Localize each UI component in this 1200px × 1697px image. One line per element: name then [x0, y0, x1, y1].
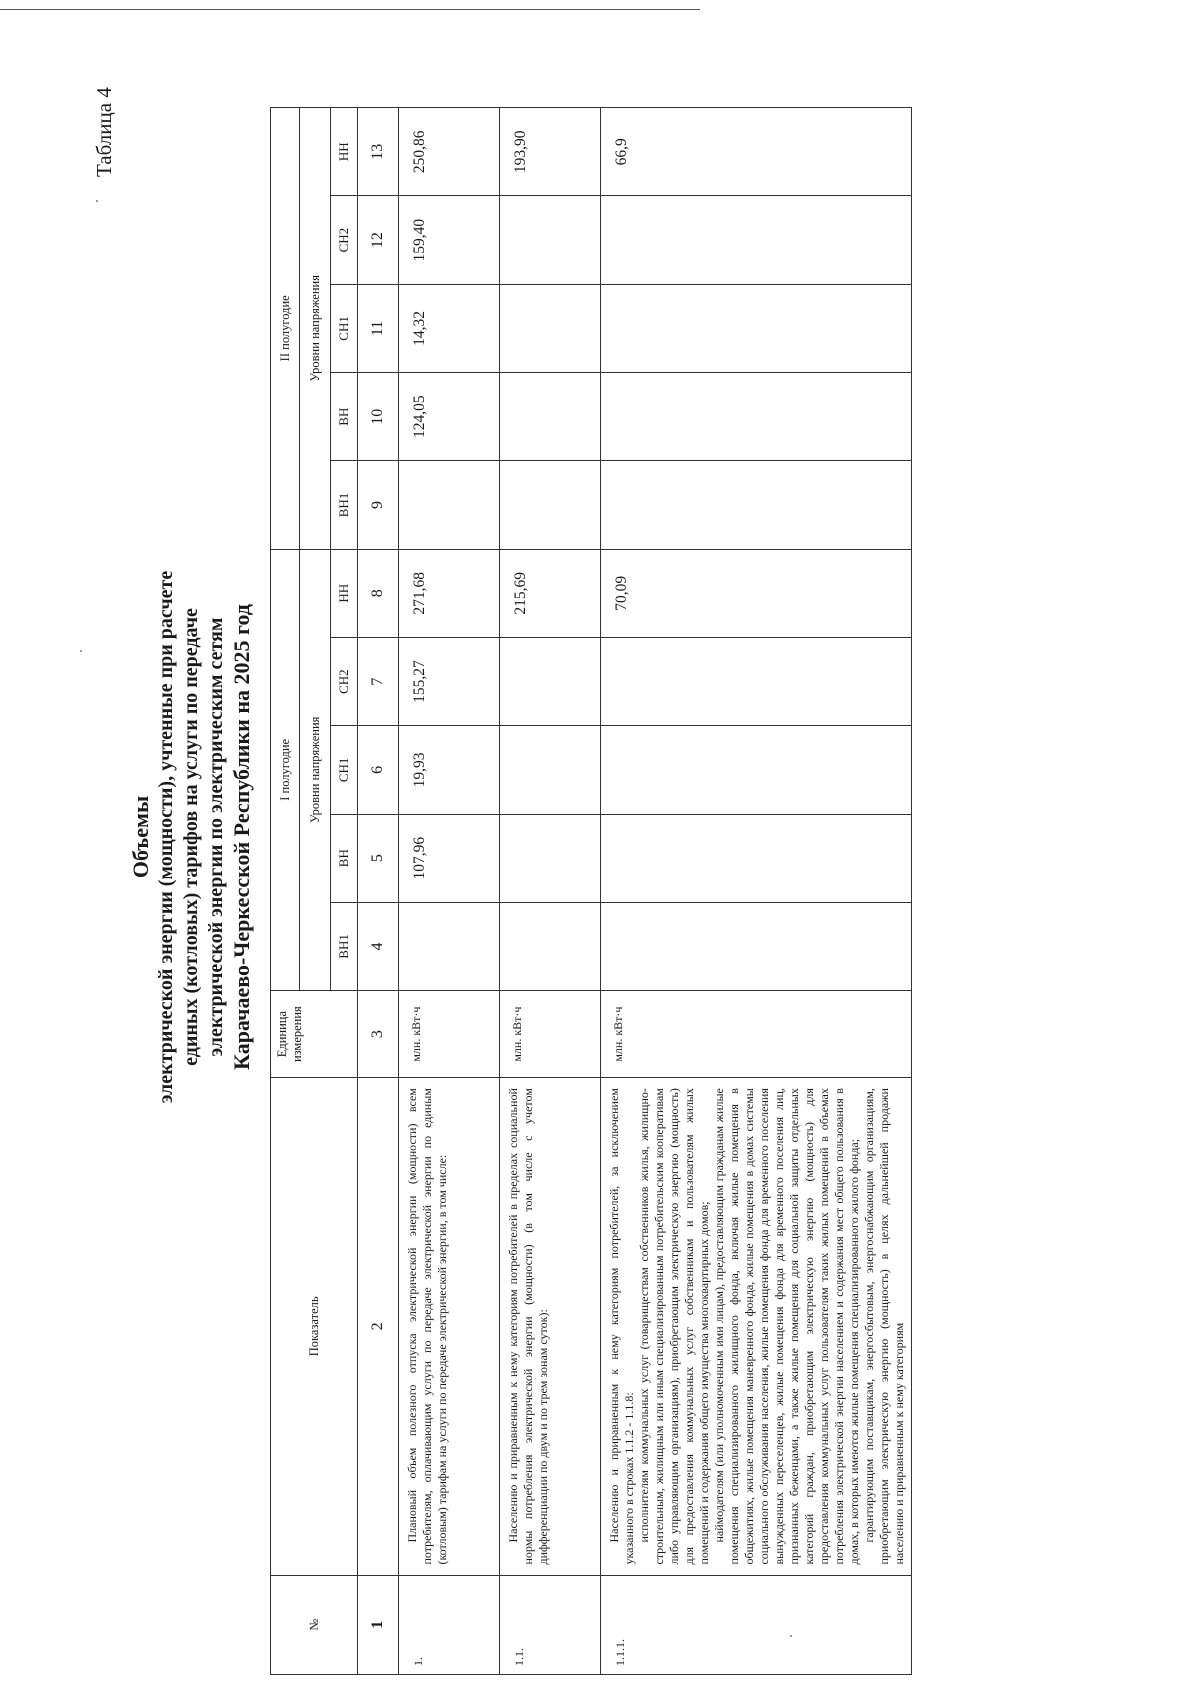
level-sn1: СН1	[331, 284, 358, 372]
value-h2-sn1	[601, 284, 912, 372]
column-number-row	[358, 108, 399, 1675]
col-number: 6	[358, 726, 399, 814]
value-h2-sn1	[500, 284, 601, 372]
col-number: 4	[358, 902, 399, 990]
level-sn2: СН2	[331, 637, 358, 725]
value-h2-vn	[601, 373, 912, 461]
title-line-4: электрической энергии по электрическим сетям	[205, 617, 227, 1057]
col-indicator-header: Показатель	[271, 1078, 358, 1575]
col-number: 7	[358, 637, 399, 725]
value-h1-sn2: 155,27	[399, 637, 500, 725]
title-line-3: единых (котловых) тарифов на услуги по передаче	[180, 608, 202, 1066]
col-number: 12	[358, 196, 399, 284]
value-h1-vn1	[601, 902, 912, 990]
row-indicator-paragraph: Населению и приравненным к нему категориям потребителей, за исключением указанного в строках 1.1.2 - 1.1.8:	[607, 1088, 636, 1565]
value-h1-vn	[500, 814, 601, 902]
row-number: 1.	[399, 1575, 500, 1674]
table-label: Таблица 4	[92, 87, 116, 177]
col-number: 10	[358, 373, 399, 461]
value-h1-sn2	[500, 637, 601, 725]
col-number: 8	[358, 549, 399, 637]
col-number: 13	[358, 108, 399, 196]
row-unit: млн. кВт·ч	[399, 991, 500, 1078]
col-number: 1	[358, 1575, 399, 1674]
value-h1-sn1	[601, 726, 912, 814]
title-line-1: Объемы	[128, 795, 153, 879]
value-h2-nn: 193,90	[500, 108, 601, 196]
col-unit-header: Единица измерения	[271, 991, 358, 1078]
value-h1-nn: 70,09	[601, 549, 912, 637]
header-row-1	[271, 108, 300, 1675]
value-h1-nn: 215,69	[500, 549, 601, 637]
level-nn: НН	[331, 549, 358, 637]
col-number: 9	[358, 461, 399, 549]
title-line-5: Карачаево-Черкесской Республики на 2025 год	[229, 604, 254, 1070]
table-row	[601, 108, 912, 1675]
col-number: 2	[358, 1078, 399, 1575]
table-row	[399, 108, 500, 1675]
value-h1-nn: 271,68	[399, 549, 500, 637]
value-h1-vn: 107,96	[399, 814, 500, 902]
col-number: 11	[358, 284, 399, 372]
level-vn1: ВН1	[331, 902, 358, 990]
row-unit: млн. кВт·ч	[500, 991, 601, 1078]
half2-header: II полугодие	[271, 108, 300, 550]
value-h1-vn	[601, 814, 912, 902]
value-h2-vn	[500, 373, 601, 461]
row-indicator-paragraph: гарантирующим поставщикам, энергосбытовым, энергоснабжающим организациям, приобретающим электрическую энергию (мощность) в целях дальнейшей продажи населению и приравненным к нему категориям	[862, 1088, 906, 1565]
table-row	[500, 108, 601, 1675]
row-indicator-paragraph: исполнителям коммунальных услуг (товариществам собственников жилья, жилищно-строительным, жилищным или иным специализированным потребительским кооперативам либо управляющим организациям), приобретающим электрическую энергию (мощность) для предоставления коммунальных услуг собственникам и пользователям жилых помещений и содержания общего имущества многоквартирных домов;	[637, 1088, 711, 1565]
level-vn1: ВН1	[331, 461, 358, 549]
row-unit: млн. кВт·ч	[601, 991, 912, 1078]
half1-header: I полугодие	[271, 549, 300, 990]
row-number: 1.1.1.	[601, 1575, 912, 1674]
document-title	[128, 307, 255, 1367]
value-h1-vn1	[500, 902, 601, 990]
value-h2-sn1: 14,32	[399, 284, 500, 372]
row-indicator-text: Плановый объем полезного отпуска электрической энергии (мощности) всем потребителям, оплачивающим услуги по передаче электрической энергии по единым (котловым) тарифам на услуги по передаче электрической энергии, в том числе:	[405, 1088, 449, 1565]
value-h1-sn2	[601, 637, 912, 725]
volumes-table	[270, 107, 912, 1675]
value-h2-vn1	[601, 461, 912, 549]
half1-levels-header: Уровни напряжения	[300, 549, 331, 990]
row-indicator-paragraph: наймодателям (или уполномоченным ими лицам), предоставляющим гражданам жилые помещения специализированного жилищного фонда, включая жилые помещения в общежитиях, жилые помещения маневренного фонда, жилые помещения в домах системы социального обслуживания населения, жилые помещения фонда для временного поселения вынужденных переселенцев, жилые помещения фонда для временного поселения лиц, признанных беженцами, а также жилые помещения для социальной защиты отдельных категорий граждан, приобретающим электрическую энергию (мощность) для предоставления коммунальных услуг пользователям таких жилых помещений в объемах потребления электрической энергии населением и содержания мест общего пользования в домах, в которых имеются жилые помещения специализированного жилого фонда;	[712, 1088, 861, 1565]
value-h2-nn: 66,9	[601, 108, 912, 196]
value-h1-vn1	[399, 902, 500, 990]
value-h2-vn1	[500, 461, 601, 549]
half2-levels-header: Уровни напряжения	[300, 108, 331, 550]
value-h2-sn2: 159,40	[399, 196, 500, 284]
col-number: 5	[358, 814, 399, 902]
value-h2-nn: 250,86	[399, 108, 500, 196]
level-vn: ВН	[331, 373, 358, 461]
row-indicator-text: Населению и приравненным к нему категориям потребителей в пределах социальной нормы потребления электрической энергии (мощности) (в том числе с учетом дифференциации по двум и по трем зонам суток):	[506, 1088, 550, 1565]
level-vn: ВН	[331, 814, 358, 902]
value-h2-sn2	[601, 196, 912, 284]
title-line-2: электрической энергии (мощности), учтенные при расчете	[155, 570, 177, 1104]
value-h1-sn1	[500, 726, 601, 814]
value-h2-vn: 124,05	[399, 373, 500, 461]
col-number: 3	[358, 991, 399, 1078]
value-h2-vn1	[399, 461, 500, 549]
col-no-header: №	[271, 1575, 358, 1674]
level-sn1: СН1	[331, 726, 358, 814]
value-h1-sn1: 19,93	[399, 726, 500, 814]
row-number: 1.1.	[500, 1575, 601, 1674]
level-sn2: СН2	[331, 196, 358, 284]
value-h2-sn2	[500, 196, 601, 284]
level-nn: НН	[331, 108, 358, 196]
